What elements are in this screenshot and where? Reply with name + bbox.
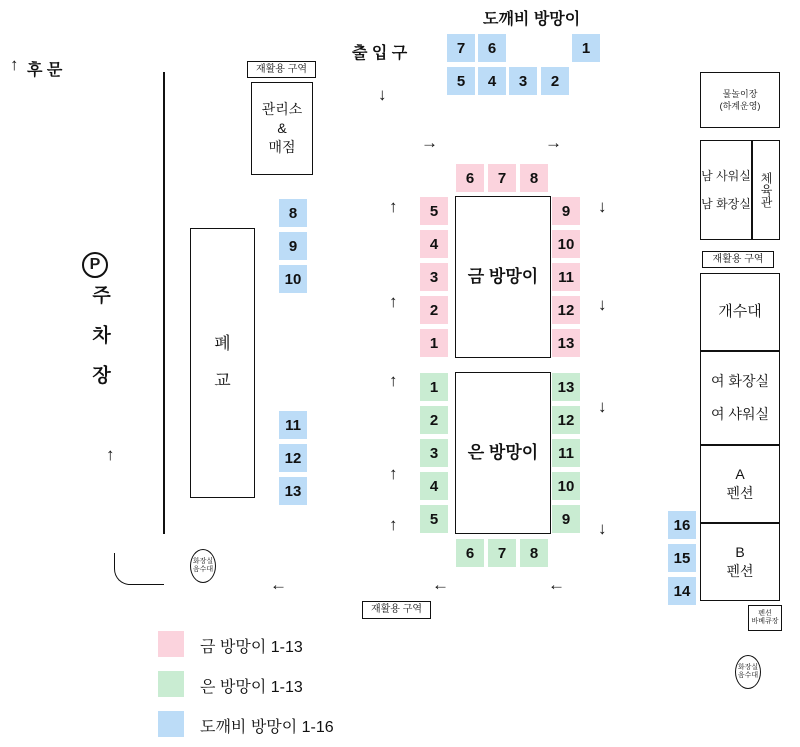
parking-label: 주 차 장: [89, 285, 110, 384]
entrance-label: 출 입 구: [352, 45, 408, 62]
site-dokkaebi-7[interactable]: 7: [446, 33, 476, 63]
parking-p-icon: P: [82, 252, 108, 278]
site-dokkaebi-15[interactable]: 15: [667, 543, 697, 573]
entrance-arrow-down-icon: ↓: [378, 85, 387, 104]
site-gold-1[interactable]: 1: [419, 328, 449, 358]
site-silver-5[interactable]: 5: [419, 504, 449, 534]
site-silver-2[interactable]: 2: [419, 405, 449, 435]
arrow-up-silver-2-icon: ↑: [389, 464, 398, 483]
arrow-up-silver-3-icon: ↑: [389, 515, 398, 534]
arrow-down-gold-2-icon: ↓: [598, 295, 607, 314]
site-silver-8[interactable]: 8: [519, 538, 549, 568]
closed-school-line-1: 폐: [214, 334, 231, 354]
site-dokkaebi-9[interactable]: 9: [278, 231, 308, 261]
site-dokkaebi-14[interactable]: 14: [667, 576, 697, 606]
arrow-left-bottom-2-icon: ←: [432, 575, 449, 594]
back-gate-label: 후 문: [27, 62, 63, 79]
pension-bbq-tag: 펜션 바베큐장: [748, 605, 782, 631]
back-gate-arrow-up-icon: ↑: [10, 55, 19, 74]
closed-school-line-2: 교: [214, 371, 231, 390]
site-silver-4[interactable]: 4: [419, 471, 449, 501]
site-gold-11[interactable]: 11: [551, 262, 581, 292]
pension-a-line-1: A: [735, 466, 745, 483]
site-gold-8[interactable]: 8: [519, 163, 549, 193]
site-dokkaebi-8[interactable]: 8: [278, 198, 308, 228]
washing-station-building: [700, 273, 780, 351]
site-dokkaebi-10[interactable]: 10: [278, 264, 308, 294]
site-gold-2[interactable]: 2: [419, 295, 449, 325]
site-silver-10[interactable]: 10: [551, 471, 581, 501]
site-gold-4[interactable]: 4: [419, 229, 449, 259]
arrow-down-silver-2-icon: ↓: [598, 519, 607, 538]
road-curve-bottom-left: [114, 553, 164, 585]
legend-label-gold: 금 방망이 1-13: [200, 639, 303, 656]
site-silver-7[interactable]: 7: [487, 538, 517, 568]
site-dokkaebi-4[interactable]: 4: [477, 66, 507, 96]
gold-area-label: 금 방망이: [467, 266, 539, 286]
site-silver-9[interactable]: 9: [551, 504, 581, 534]
pension-a-building: [700, 445, 780, 523]
closed-school-building: [190, 228, 255, 498]
womens-line-2: 여 샤워실: [711, 406, 769, 422]
arrow-up-gold-1-icon: ↑: [389, 197, 398, 216]
toilet-water-oval-2: 화장실 음수대: [735, 655, 761, 689]
office-line-3: 매점: [268, 138, 296, 155]
dokkaebi-heading: 도깨비 방망이: [483, 11, 581, 28]
site-silver-6[interactable]: 6: [455, 538, 485, 568]
office-store-building: [251, 82, 313, 175]
site-gold-5[interactable]: 5: [419, 196, 449, 226]
site-silver-13[interactable]: 13: [551, 372, 581, 402]
arrow-down-gold-1-icon: ↓: [598, 197, 607, 216]
site-silver-11[interactable]: 11: [551, 438, 581, 468]
legend-swatch-gold: [158, 631, 184, 657]
pension-b-line-1: B: [735, 544, 745, 561]
arrow-down-silver-1-icon: ↓: [598, 397, 607, 416]
arrow-up-gold-2-icon: ↑: [389, 292, 398, 311]
site-dokkaebi-6[interactable]: 6: [477, 33, 507, 63]
pension-b-building: [700, 523, 780, 601]
arrow-left-bottom-3-icon: ←: [548, 575, 565, 594]
water-play-line-1: 물놀이장: [722, 88, 758, 99]
mens-facility-building: [700, 140, 752, 240]
pension-a-line-2: 펜션: [726, 485, 754, 501]
site-dokkaebi-11[interactable]: 11: [278, 410, 308, 440]
site-dokkaebi-16[interactable]: 16: [667, 510, 697, 540]
recycle-zone-tag-2: 재활용 구역: [362, 601, 431, 619]
legend-swatch-silver: [158, 671, 184, 697]
washing-station-label: 개수대: [718, 302, 762, 320]
site-gold-9[interactable]: 9: [551, 196, 581, 226]
site-gold-12[interactable]: 12: [551, 295, 581, 325]
arrow-right-top-1-icon: →: [421, 133, 438, 152]
site-dokkaebi-13[interactable]: 13: [278, 476, 308, 506]
site-gold-7[interactable]: 7: [487, 163, 517, 193]
gym-building: [752, 140, 780, 240]
water-play-line-2: (하계운영): [719, 101, 761, 111]
site-gold-13[interactable]: 13: [551, 328, 581, 358]
womens-line-1: 여 화장실: [711, 373, 769, 390]
site-dokkaebi-3[interactable]: 3: [508, 66, 538, 96]
gold-area-block: [455, 196, 551, 358]
site-silver-12[interactable]: 12: [551, 405, 581, 435]
legend-label-dokkaebi: 도깨비 방망이 1-16: [200, 719, 334, 736]
mens-line-1: 남 사워실: [701, 168, 751, 183]
water-play-building: [700, 72, 780, 128]
road-vertical-left: [163, 72, 165, 534]
site-dokkaebi-12[interactable]: 12: [278, 443, 308, 473]
legend-label-silver: 은 방망이 1-13: [200, 679, 303, 696]
site-dokkaebi-1[interactable]: 1: [571, 33, 601, 63]
site-dokkaebi-2[interactable]: 2: [540, 66, 570, 96]
site-gold-3[interactable]: 3: [419, 262, 449, 292]
mens-line-2: 남 화장실: [701, 197, 751, 211]
silver-area-block: [455, 372, 551, 534]
toilet-water-oval-1: 화장실 음수대: [190, 549, 216, 583]
site-dokkaebi-5[interactable]: 5: [446, 66, 476, 96]
gym-label: 체육관: [759, 172, 774, 208]
silver-area-label: 은 방망이: [467, 442, 539, 462]
arrow-left-bottom-1-icon: ←: [270, 575, 287, 594]
legend-swatch-dokkaebi: [158, 711, 184, 737]
office-line-2: &: [277, 120, 287, 137]
office-line-1: 관리소: [261, 101, 303, 118]
recycle-zone-tag-3: 재활용 구역: [702, 251, 774, 268]
arrow-right-top-2-icon: →: [545, 133, 562, 152]
site-silver-1[interactable]: 1: [419, 372, 449, 402]
site-gold-6[interactable]: 6: [455, 163, 485, 193]
site-gold-10[interactable]: 10: [551, 229, 581, 259]
parking-arrow-up-icon: ↑: [106, 445, 115, 464]
pension-b-line-2: 펜션: [726, 563, 754, 579]
site-silver-3[interactable]: 3: [419, 438, 449, 468]
womens-facility-building: [700, 351, 780, 445]
recycle-zone-tag-1: 재활용 구역: [247, 61, 316, 78]
arrow-up-silver-1-icon: ↑: [389, 371, 398, 390]
